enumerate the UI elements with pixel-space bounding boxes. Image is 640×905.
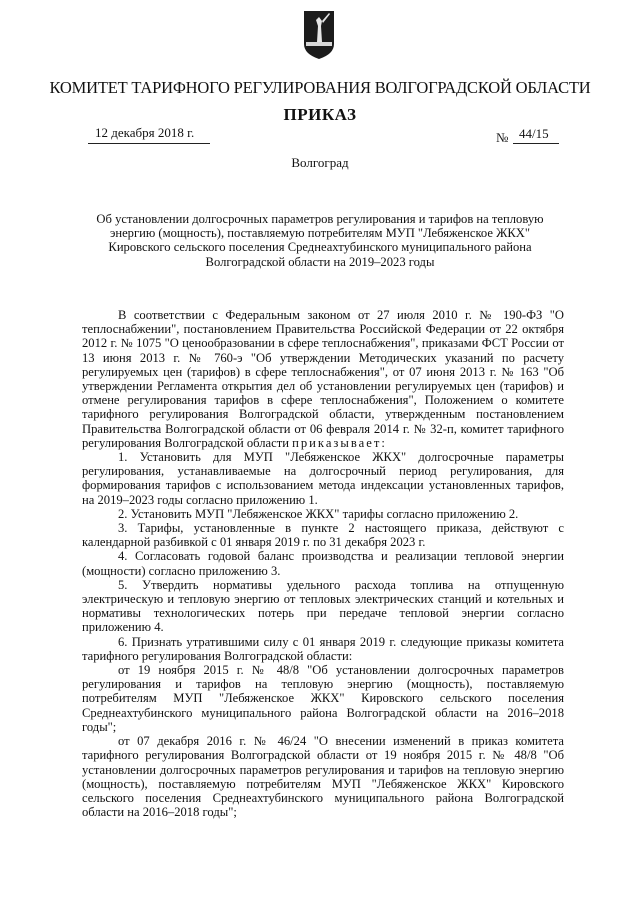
repealed-order-2: от 07 декабря 2016 г. № 46/24 "О внесении изменений в приказ комитета тарифного регулирования Волгоградской области от 19 ноября 2015 г. № 48/8 "Об установлении долгосрочных параметров регулирования и тарифов на тепловую энергию (мощность), поставляемую потребителям МУП "Лебяженское ЖКХ" Кировского сельского поселения Среднеахтубинского муниципального района Волгоградской области на 2016–2018 годы"; [82, 734, 564, 820]
order-body [82, 308, 564, 819]
coat-of-arms-emblem [303, 10, 335, 60]
preamble-verb: приказывает: [292, 435, 387, 450]
order-item-6: 6. Признать утратившими силу с 01 января 2019 г. следующие приказы комитета тарифного регулирования Волгоградской области: [82, 634, 564, 663]
document-date: 12 декабря 2018 г. [95, 125, 195, 140]
date-underline [88, 143, 210, 144]
city-name: Волгоград [291, 155, 349, 170]
order-item-1: 1. Установить для МУП "Лебяженское ЖКХ" долгосрочные параметры регулирования, устанавливаемые на долгосрочный период регулирования, для формирования тарифов с использованием метода индексации установленных тарифов, на 2019–2023 годы согласно приложению 1. [82, 450, 564, 507]
order-subject: Об установлении долгосрочных параметров регулирования и тарифов на тепловую энергию (мощность), поставляемую потребителям МУП "Лебяженское ЖКХ" Кировского сельского поселения Среднеахтубинского муниципального района Волгоградской области на 2019–2023 годы [96, 212, 544, 269]
number-underline [513, 143, 559, 144]
document-number: 44/15 [519, 126, 549, 141]
number-sign: № [496, 130, 509, 145]
preamble-text: В соответствии с Федеральным законом от 27 июля 2010 г. № 190-ФЗ "О теплоснабжении", постановлением Правительства Российской Федерации от 22 октября 2012 г. № 1075 "О ценообразовании в сфере теплоснабжения", приказами ФСТ России от 13 июня 2013 г. № 760-э "Об утверждении Методических указаний по расчету регулируемых цен (тарифов) в сфере теплоснабжения", от 07 июня 2013 г. № 163 "Об утверждении Регламента открытия дел об установлении регулируемых цен (тарифов) и отмене регулирования тарифов в сфере теплоснабжения", Положением о комитете тарифного регулирования Волгоградской области, утвержденным постановлением Правительства Волгоградской области от 06 февраля 2014 г. № 32-п, комитет тарифного регулирования Волгоградской области [82, 308, 564, 450]
document-type-title: ПРИКАЗ [283, 105, 357, 124]
order-item-2: 2. Установить МУП "Лебяженское ЖКХ" тарифы согласно приложению 2. [118, 506, 519, 521]
order-item-5: 5. Утвердить нормативы удельного расхода топлива на отпущенную электрическую и тепловую энергию от тепловых электрических станций и котельных и нормативы технологических потерь при передаче тепловой энергии согласно приложению 4. [82, 577, 564, 635]
committee-name: КОМИТЕТ ТАРИФНОГО РЕГУЛИРОВАНИЯ ВОЛГОГРАДСКОЙ ОБЛАСТИ [49, 78, 591, 97]
order-item-4: 4. Согласовать годовой баланс производства и реализации тепловой энергии (мощности) согласно приложению 3. [82, 549, 564, 578]
repealed-order-1: от 19 ноября 2015 г. № 48/8 "Об установлении долгосрочных параметров регулирования и тарифов на тепловую энергию (мощность), поставляемую потребителям МУП "Лебяженское ЖКХ" Кировского сельского поселения Среднеахтубинского муниципального района Волгоградской области на 2016–2018 годы"; [82, 663, 564, 734]
order-item-3: 3. Тарифы, установленные в пункте 2 настоящего приказа, действуют с календарной разбивкой с 01 января 2019 г. по 31 декабря 2023 г. [82, 521, 564, 550]
preamble-paragraph [82, 308, 564, 450]
